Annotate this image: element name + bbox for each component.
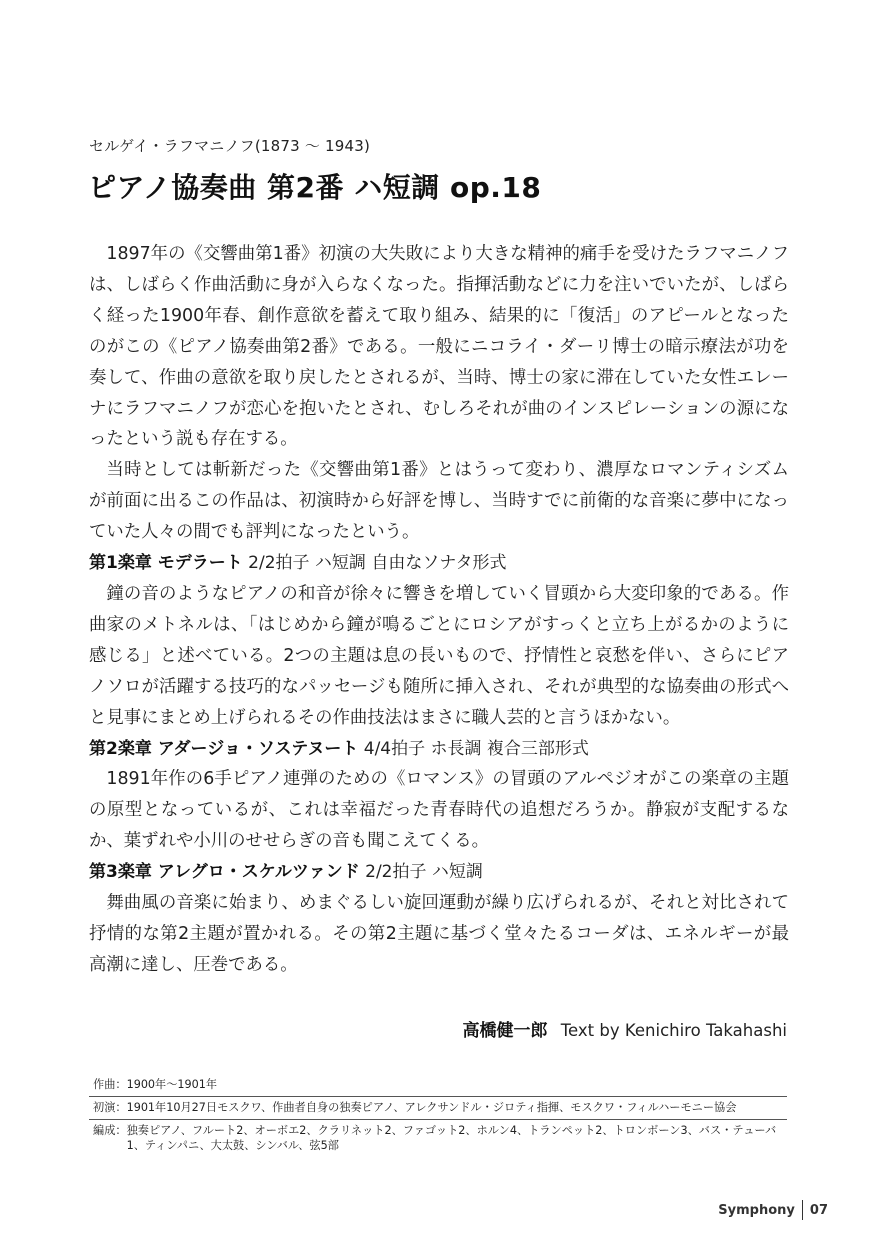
page-footer bbox=[718, 1200, 828, 1220]
movement-2-details: 4/4拍子 ホ長調 複合三部形式 bbox=[363, 738, 589, 759]
movement-1-heading bbox=[89, 548, 789, 579]
movement-2-text: 1891年作の6手ピアノ連弾のための《ロマンス》の冒頭のアルペジオがこの楽章の主題の原型となっているが、これは幸福だった青春時代の追想だろうか。静寂が支配するなか、葉ずれや小川のせせらぎの音も聞こえてくる。 bbox=[89, 769, 789, 852]
movement-1-details: 2/2拍子 ハ短調 自由なソナタ形式 bbox=[248, 553, 507, 574]
movement-1-text: 鐘の音のようなピアノの和音が徐々に響きを増していく冒頭から大変印象的である。作曲家のメトネルは、「はじめから鐘が鳴るごとにロシアがすっくと立ち上がるかのように感じる」と述べている。2つの主題は息の長いもので、抒情性と哀愁を伴い、さらにピアノソロが活躍する技巧的なパッセージも随所に挿入され、それが典型的な協奏曲の形式へと見事にまとめ上げられるその作曲技法はまさに職人芸的と言うほかない。 bbox=[89, 583, 789, 728]
article-body bbox=[89, 239, 789, 981]
work-info bbox=[89, 1074, 787, 1157]
page-title: ピアノ協奏曲 第2番 ハ短調 op.18 bbox=[88, 171, 542, 204]
composition-date-row bbox=[89, 1074, 787, 1096]
intro-paragraph-2: 当時としては斬新だった《交響曲第1番》とはうって変わり、濃厚なロマンティシズムが前面に出るこの作品は、初演時から好評を博し、当時すでに前衛的な音楽に夢中になっていた人々の間でも評判になったという。 bbox=[89, 460, 789, 543]
movement-2-heading bbox=[89, 734, 789, 765]
footer-divider bbox=[802, 1200, 803, 1220]
movement-2-title: 第2楽章 アダージョ・ソステヌート bbox=[89, 738, 359, 759]
premiere-row bbox=[89, 1096, 787, 1119]
author-name-jp: 高橋健一郎 bbox=[462, 1021, 548, 1041]
movement-3-title: 第3楽章 アレグロ・スケルツァンド bbox=[89, 862, 360, 883]
author-credit bbox=[463, 1016, 787, 1041]
premiere-label: 初演： bbox=[93, 1101, 127, 1114]
movement-3-details: 2/2拍子 ハ短調 bbox=[365, 862, 483, 883]
movement-3-heading bbox=[89, 857, 789, 888]
composer-line: セルゲイ・ラフマニノフ(1873 ～ 1943) bbox=[89, 137, 371, 155]
instrumentation-row bbox=[89, 1119, 787, 1157]
movement-3-text: 舞曲風の音楽に始まり、めまぐるしい旋回運動が繰り広げられるが、それと対比されて抒情的な第2主題が置かれる。その第2主題に基づく堂々たるコーダは、エネルギーが最高潮に達し、圧巻である。 bbox=[89, 893, 789, 975]
composition-date-label: 作曲： bbox=[93, 1078, 127, 1091]
instrumentation-label: 編成： bbox=[93, 1124, 127, 1137]
composition-date-value: 1900年～1901年 bbox=[126, 1078, 218, 1091]
premiere-value: 1901年10月27日モスクワ、作曲者自身の独奏ピアノ、アレクサンドル・ジロティ指揮、モスクワ・フィルハーモニー協会 bbox=[126, 1101, 737, 1114]
author-name-en: Text by Kenichiro Takahashi bbox=[560, 1021, 787, 1040]
footer-brand: Symphony bbox=[718, 1202, 795, 1218]
page-number: 07 bbox=[809, 1202, 828, 1218]
intro-paragraph-1: 1897年の《交響曲第1番》初演の大失敗により大きな精神的痛手を受けたラフマニノフは、しばらく作曲活動に身が入らなくなった。指揮活動などに力を注いでいたが、しばらく経った1900年春、創作意欲を蓄えて取り組み、結果的に「復活」のアピールとなったのがこの《ピアノ協奏曲第2番》である。一般にニコライ・ダーリ博士の暗示療法が功を奏して、作曲の意欲を取り戻したとされるが、当時、博士の家に滞在していた女性エレーナにラフマニノフが恋心を抱いたとされ、むしろそれが曲のインスピレーションの源になったという説も存在する。 bbox=[89, 244, 789, 450]
movement-1-title: 第1楽章 モデラート bbox=[89, 553, 243, 574]
instrumentation-value: 独奏ピアノ、フルート2、オーボエ2、クラリネット2、ファゴット2、ホルン4、トランペット2、トロンボーン3、バス・テューバ1、ティンパニ、大太鼓、シンバル、弦5部 bbox=[126, 1124, 777, 1152]
